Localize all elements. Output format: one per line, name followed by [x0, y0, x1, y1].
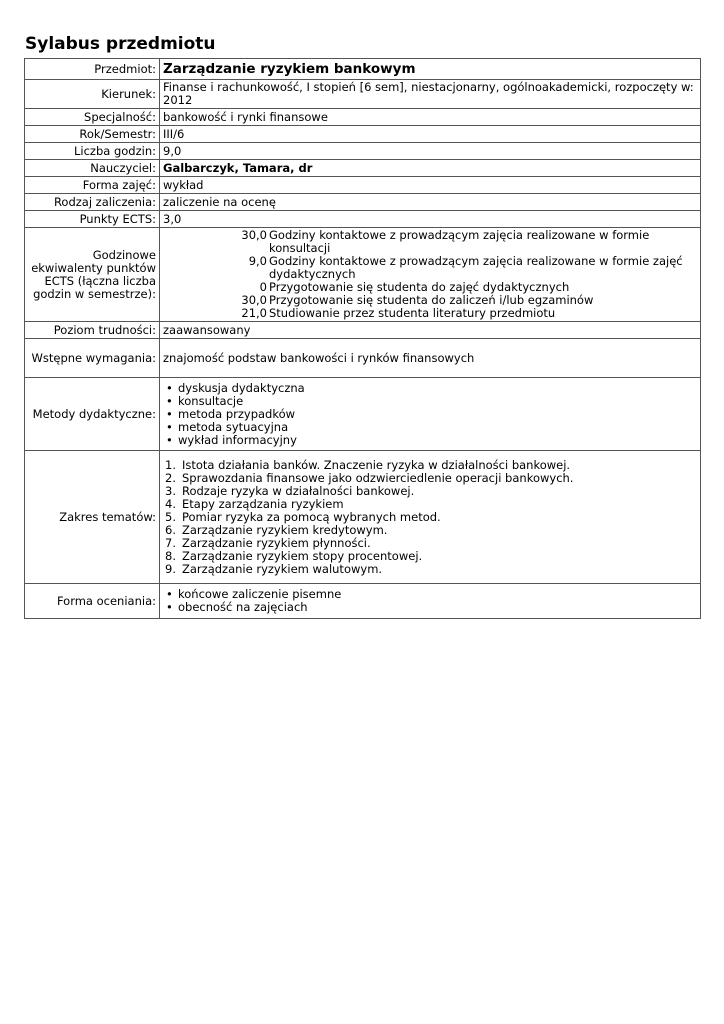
- row-grading: [25, 584, 701, 619]
- teacher-value: Galbarczyk, Tamara, dr: [163, 160, 313, 175]
- row-subject: [25, 59, 701, 80]
- row-assessment-type: [25, 194, 701, 211]
- specialty-label: Specjalność:: [25, 109, 160, 126]
- list-item: • wykład informacyjny: [165, 434, 697, 447]
- list-item: 2. Sprawozdania finansowe jako odzwierciedlenie operacji bankowych.: [165, 470, 574, 485]
- row-difficulty: [25, 322, 701, 339]
- row-prerequisites: [25, 339, 701, 378]
- year-semester-value: III/6: [160, 126, 701, 143]
- row-year-semester: [25, 126, 701, 143]
- row-teacher: [25, 160, 701, 177]
- row-ects-hours: [25, 228, 701, 322]
- row-topics: [25, 451, 701, 584]
- subject-value: Zarządzanie ryzykiem bankowym: [163, 60, 416, 77]
- row-specialty: [25, 109, 701, 126]
- list-item: 5. Pomiar ryzyka za pomocą wybranych metod.: [165, 509, 441, 524]
- list-item: • końcowe zaliczenie pisemne: [165, 588, 697, 601]
- syllabus-table: [24, 58, 701, 619]
- list-item: 6. Zarządzanie ryzykiem kredytowym.: [165, 522, 388, 537]
- class-form-value: wykład: [160, 177, 701, 194]
- direction-value: Finanse i rachunkowość, I stopień [6 sem], niestacjonarny, ogólnoakademicki, rozpoczęty w: 2012: [160, 80, 701, 109]
- difficulty-value: zaawansowany: [160, 322, 701, 339]
- row-hours: [25, 143, 701, 160]
- topics-list: [163, 459, 697, 576]
- list-item: 4. Etapy zarządzania ryzykiem: [165, 496, 344, 511]
- ects-label: Punkty ECTS:: [25, 211, 160, 228]
- teacher-label: Nauczyciel:: [25, 160, 160, 177]
- difficulty-label: Poziom trudności:: [25, 322, 160, 339]
- ects-value: 3,0: [160, 211, 701, 228]
- year-semester-label: Rok/Semestr:: [25, 126, 160, 143]
- list-item: • dyskusja dydaktyczna: [165, 382, 697, 395]
- specialty-value: bankowość i rynki finansowe: [160, 109, 701, 126]
- ects-hours-list: [160, 228, 701, 322]
- class-form-label: Forma zajęć:: [25, 177, 160, 194]
- assessment-type-value: zaliczenie na ocenę: [160, 194, 701, 211]
- list-item: • konsultacje: [165, 395, 697, 408]
- methods-list: [163, 382, 697, 447]
- list-item: 3. Rodzaje ryzyka w działalności bankowej.: [165, 483, 415, 498]
- row-class-form: [25, 177, 701, 194]
- ects-hours-row: 30,0 Godziny kontaktowe z prowadzącym zajęcia realizowane w formie konsultacji: [241, 228, 650, 255]
- list-item: 8. Zarządzanie ryzykiem stopy procentowej.: [165, 548, 423, 563]
- prerequisites-label: Wstępne wymagania:: [25, 339, 160, 378]
- topics-label: Zakres tematów:: [25, 451, 160, 584]
- list-item: 7. Zarządzanie ryzykiem płynności.: [165, 535, 371, 550]
- list-item: • obecność na zajęciach: [165, 601, 697, 614]
- ects-hours-row: 30,0 Przygotowanie się studenta do zaliczeń i/lub egzaminów: [241, 293, 594, 307]
- subject-label: Przedmiot:: [25, 59, 160, 80]
- hours-label: Liczba godzin:: [25, 143, 160, 160]
- ects-hours-label: Godzinowe ekwiwalenty punktów ECTS (łączna liczba godzin w semestrze):: [25, 228, 160, 322]
- list-item: 1. Istota działania banków. Znaczenie ryzyka w działalności bankowej.: [165, 457, 571, 472]
- assessment-type-label: Rodzaj zaliczenia:: [25, 194, 160, 211]
- direction-label: Kierunek:: [25, 80, 160, 109]
- ects-hours-row: 21,0 Studiowanie przez studenta literatury przedmiotu: [241, 306, 556, 320]
- grading-label: Forma oceniania:: [25, 584, 160, 619]
- prerequisites-value: znajomość podstaw bankowości i rynków finansowych: [160, 339, 701, 378]
- hours-value: 9,0: [160, 143, 701, 160]
- list-item: • metoda sytuacyjna: [165, 421, 697, 434]
- row-direction: [25, 80, 701, 109]
- ects-hours-row: 9,0 Godziny kontaktowe z prowadzącym zajęcia realizowane w formie zajęć dydaktycznych: [248, 254, 683, 281]
- list-item: • metoda przypadków: [165, 408, 697, 421]
- row-methods: [25, 378, 701, 451]
- ects-hours-row: 0 Przygotowanie się studenta do zajęć dydaktycznych: [259, 280, 570, 294]
- methods-label: Metody dydaktyczne:: [25, 378, 160, 451]
- page-title: Sylabus przedmiotu: [25, 34, 216, 54]
- row-ects: [25, 211, 701, 228]
- list-item: 9. Zarządzanie ryzykiem walutowym.: [165, 561, 383, 576]
- grading-list: [163, 588, 697, 614]
